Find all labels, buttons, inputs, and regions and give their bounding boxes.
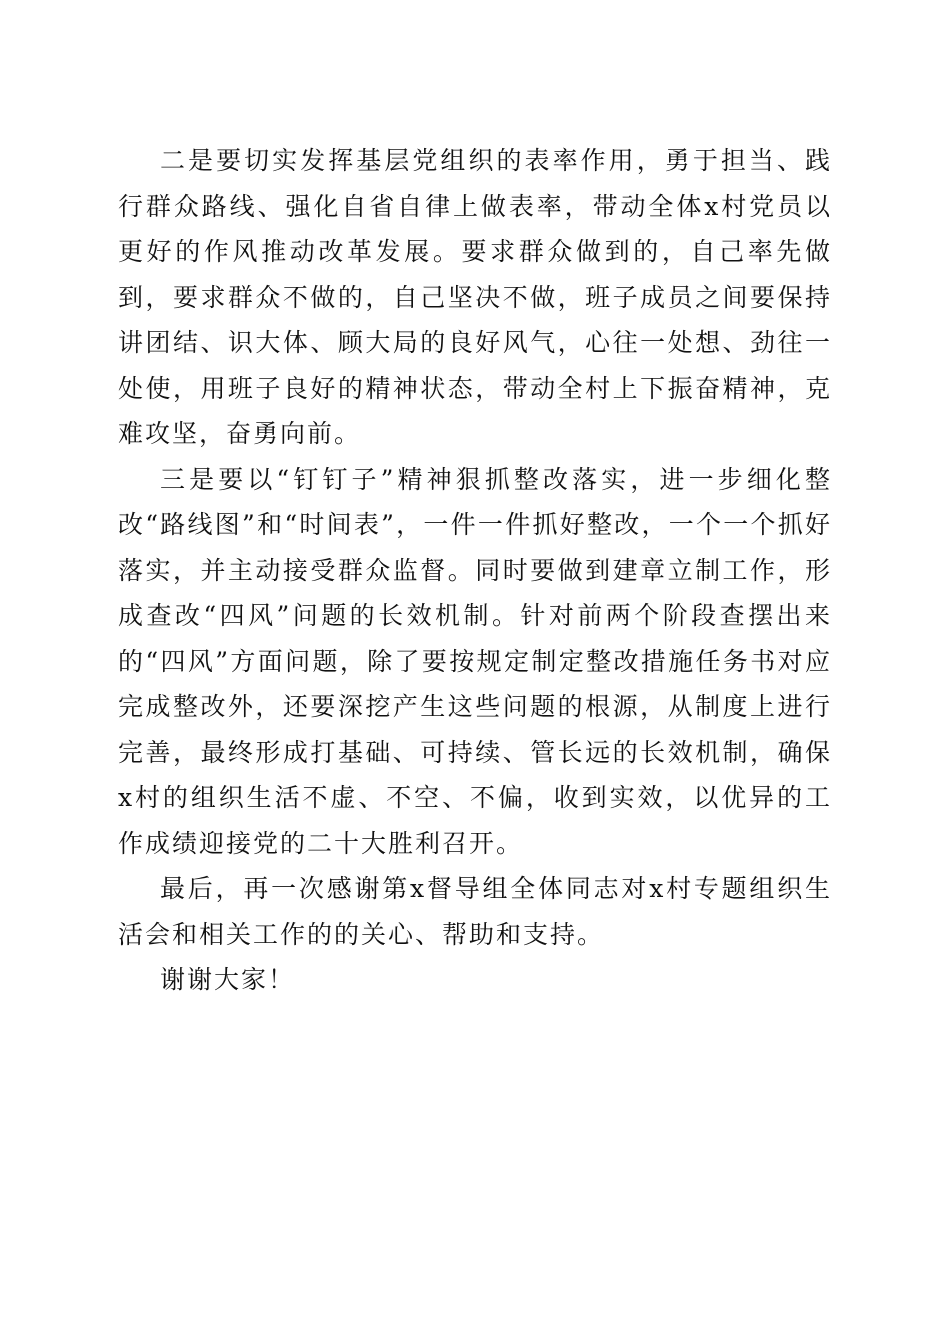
- paragraph-closing: 谢谢大家！: [160, 965, 296, 994]
- document-body: [118, 138, 832, 1003]
- paragraph-role-model: 二是要切实发挥基层党组织的表率作用，勇于担当、践行群众路线、强化自省自律上做表率，带动全体x村党员以更好的作风推动改革发展。要求群众做到的，自己率先做到，要求群众不做的，自己坚决不做，班子成员之间要保持讲团结、识大体、顾大局的良好风气，心往一处想、劲往一处使，用班子良好的精神状态，带动全村上下振奋精神，克难攻坚，奋勇向前。: [118, 146, 832, 448]
- paragraph-thanks: 最后，再一次感谢第x督导组全体同志对x村专题组织生活会和相关工作的的关心、帮助和支持。: [118, 874, 832, 949]
- paragraph-rectification: 三是要以“钉钉子”精神狠抓整改落实，进一步细化整改“路线图”和“时间表”，一件一件抓好整改，一个一个抓好落实，并主动接受群众监督。同时要做到建章立制工作，形成查改“四风”问题的长效机制。针对前两个阶段查摆出来的“四风”方面问题，除了要按规定制定整改措施任务书对应完成整改外，还要深挖产生这些问题的根源，从制度上进行完善，最终形成打基础、可持续、管长远的长效机制，确保x村的组织生活不虚、不空、不偏，收到实效，以优异的工作成绩迎接党的二十大胜利召开。: [118, 464, 832, 858]
